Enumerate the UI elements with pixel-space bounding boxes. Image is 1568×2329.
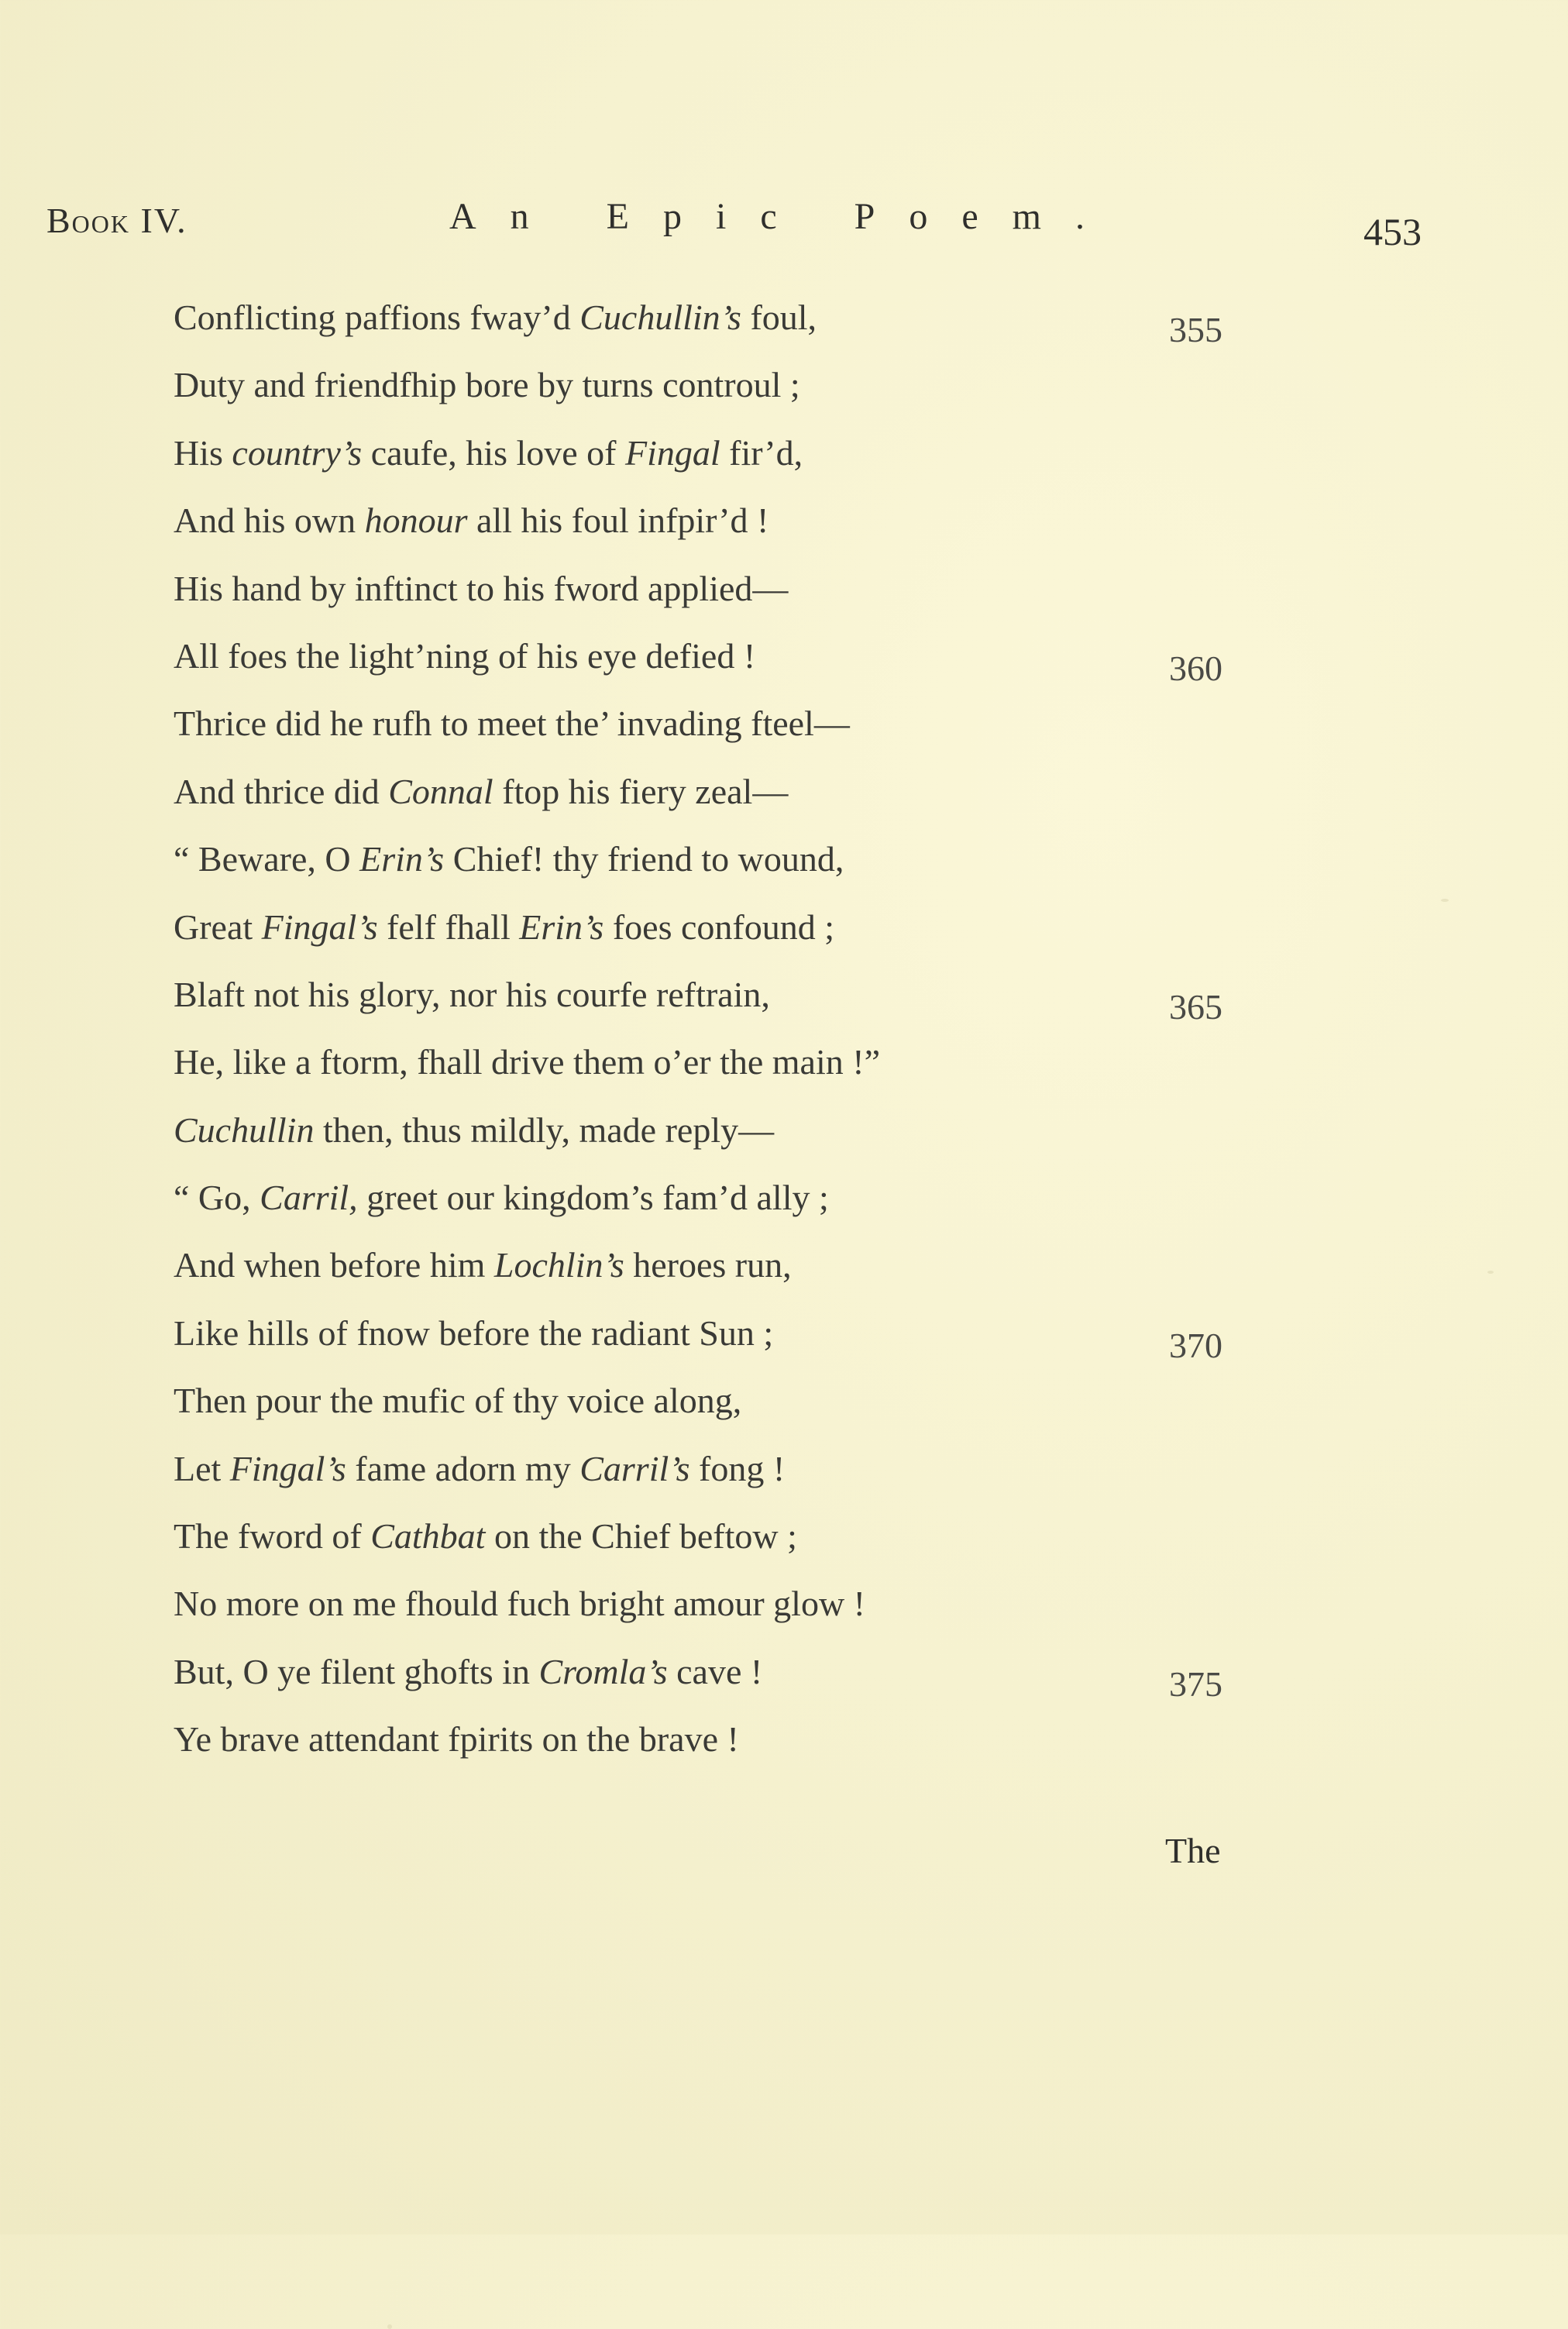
italic-text: Fingal xyxy=(625,432,720,473)
text-segment: all his foul infpir’d ! xyxy=(467,501,769,541)
text-segment: felf fhall xyxy=(377,906,520,947)
poem-line xyxy=(174,769,1382,836)
italic-text: Cuchullin xyxy=(174,1109,315,1150)
poem-line-text xyxy=(174,1584,865,1623)
poem-line xyxy=(174,1581,1382,1648)
poem-line xyxy=(174,566,1382,633)
italic-text: country’s xyxy=(232,432,363,473)
poem-line xyxy=(174,1378,1382,1445)
italic-text: Erin’s xyxy=(519,906,604,947)
text-segment: “ Go, xyxy=(174,1178,260,1218)
page-number: 453 xyxy=(1363,210,1422,253)
poem-line-text xyxy=(174,907,834,947)
text-segment: All foes the light’ning of his eye defied ! xyxy=(174,635,756,676)
text-segment: Blaft not his glory, nor his courfe reftrain, xyxy=(174,974,770,1014)
italic-text: Cromla’s xyxy=(538,1651,668,1691)
text-segment: Like hills of fnow before the radiant Sun ; xyxy=(174,1312,774,1353)
text-segment: cave ! xyxy=(667,1651,763,1691)
poem-line xyxy=(174,1107,1382,1175)
italic-text: Cathbat xyxy=(370,1516,486,1557)
poem-line xyxy=(174,362,1382,429)
poem-line-text xyxy=(174,1245,792,1285)
text-segment: Duty and friendfhip bore by turns controul ; xyxy=(174,365,800,405)
text-segment: fong ! xyxy=(689,1448,786,1488)
italic-text: Cuchullin’s xyxy=(579,298,741,337)
poem-line-text xyxy=(174,1652,762,1691)
poem-line-text xyxy=(174,1381,741,1420)
poem-line-text xyxy=(174,1449,785,1488)
text-segment: Ye brave attendant fpirits on the brave ! xyxy=(174,1719,739,1760)
italic-text: Erin’s xyxy=(359,839,445,879)
line-number: 355 xyxy=(1169,310,1222,349)
poem-line xyxy=(174,836,1382,903)
text-segment: His xyxy=(174,432,232,473)
text-segment: “ Beware, O xyxy=(174,839,360,879)
line-number: 360 xyxy=(1169,648,1222,688)
running-title: An Epic Poem. xyxy=(449,196,1119,237)
running-header xyxy=(46,195,1441,257)
text-segment: And his own xyxy=(174,501,365,541)
line-number: 375 xyxy=(1169,1663,1222,1704)
poem-line xyxy=(174,1716,1382,1784)
line-number: 365 xyxy=(1169,986,1222,1027)
poem-line xyxy=(174,972,1382,1039)
poem-line xyxy=(174,294,1382,362)
poem-line xyxy=(174,1175,1382,1242)
poem-body xyxy=(174,294,1382,1784)
poem-line-text xyxy=(174,1516,797,1556)
catchword: The xyxy=(1165,1831,1221,1870)
italic-text: Connal xyxy=(388,771,493,811)
text-segment: then, thus mildly, made reply— xyxy=(314,1109,775,1150)
text-segment: fir’d, xyxy=(720,432,803,473)
text-segment: caufe, his love of xyxy=(362,432,625,473)
poem-line-text xyxy=(174,1313,773,1353)
italic-text: Carril’s xyxy=(579,1448,690,1488)
text-segment: The fword of xyxy=(174,1516,371,1557)
poem-line-text xyxy=(174,975,770,1014)
poem-line xyxy=(174,1242,1382,1309)
poem-line-text xyxy=(174,1110,774,1150)
poem-line-text xyxy=(174,569,788,608)
text-segment: Let xyxy=(174,1448,230,1488)
poem-line xyxy=(174,1039,1382,1106)
poem-line xyxy=(174,1513,1382,1581)
text-segment: No more on me fhould fuch bright amour glow ! xyxy=(174,1584,865,1624)
text-segment: And when before him xyxy=(174,1245,494,1285)
text-segment: greet our kingdom’s fam’d ally ; xyxy=(357,1178,829,1218)
text-segment: ftop his fiery zeal— xyxy=(493,771,789,811)
poem-line-text xyxy=(174,839,844,879)
poem-line xyxy=(174,430,1382,497)
poem-line-text xyxy=(174,298,817,337)
text-segment: foes confound ; xyxy=(603,906,834,947)
italic-text: Fingal’s xyxy=(229,1448,346,1488)
text-segment: fame adorn my xyxy=(346,1448,580,1488)
text-segment: But, O ye filent ghofts in xyxy=(174,1651,539,1691)
poem-line xyxy=(174,497,1382,565)
poem-line xyxy=(174,904,1382,972)
book-label: Book IV. xyxy=(46,201,187,240)
text-segment: His hand by inftinct to his fword applied— xyxy=(174,568,789,608)
italic-text: Lochlin’s xyxy=(493,1245,624,1285)
text-segment: heroes run, xyxy=(624,1245,792,1285)
poem-line-text xyxy=(174,772,788,811)
text-segment: Thrice did he rufh to meet the’ invading fteel— xyxy=(174,704,850,744)
italic-text: Fingal’s xyxy=(261,906,378,947)
text-segment: on the Chief beftow ; xyxy=(485,1516,797,1557)
text-segment: foul, xyxy=(741,298,817,337)
poem-line-text xyxy=(174,1042,880,1082)
poem-line-text xyxy=(174,501,769,540)
poem-line xyxy=(174,1446,1382,1513)
text-segment: He, like a ftorm, fhall drive them o’er the main !” xyxy=(174,1042,880,1082)
poem-line-text xyxy=(174,1178,829,1217)
poem-line-text xyxy=(174,433,803,473)
poem-line xyxy=(174,1310,1382,1378)
poem-line-text xyxy=(174,704,850,743)
italic-text: Carril, xyxy=(260,1178,358,1218)
poem-line-text xyxy=(174,1719,739,1759)
poem-line-text xyxy=(174,636,755,676)
poem-line xyxy=(174,1649,1382,1716)
italic-text: honour xyxy=(364,501,468,541)
text-segment: Chief! thy friend to wound, xyxy=(444,839,844,879)
line-number: 370 xyxy=(1169,1325,1222,1365)
text-segment: Then pour the mufic of thy voice along, xyxy=(174,1381,742,1421)
poem-line-text xyxy=(174,365,800,404)
poem-line xyxy=(174,700,1382,768)
text-segment: Great xyxy=(174,906,262,947)
text-segment: And thrice did xyxy=(174,771,389,811)
text-segment: Conflicting paffions fway’d xyxy=(174,298,580,337)
poem-line xyxy=(174,633,1382,700)
